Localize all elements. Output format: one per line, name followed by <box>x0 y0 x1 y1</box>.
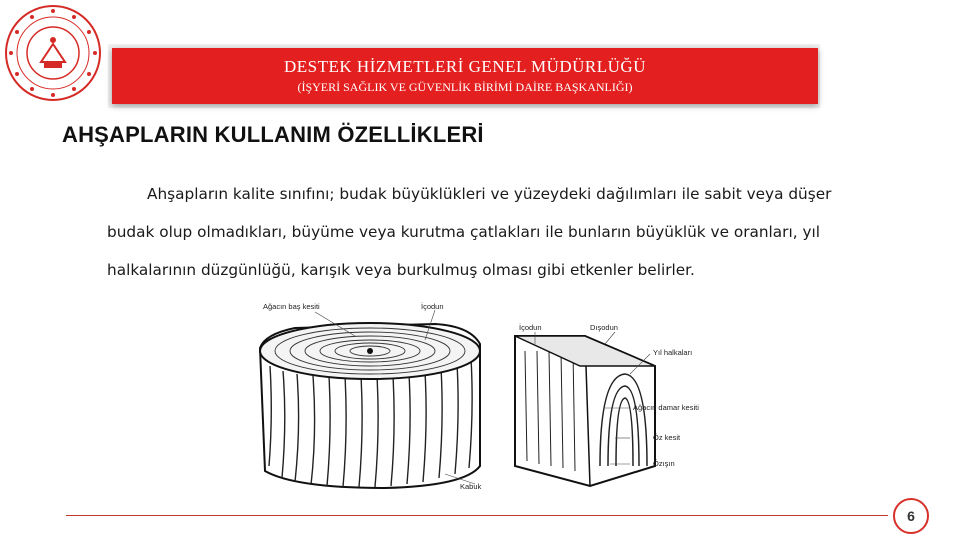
slide-heading: AHŞAPLARIN KULLANIM ÖZELLİKLERİ <box>62 122 484 147</box>
label-ozisin: Özışın <box>653 459 675 468</box>
ministry-logo <box>4 4 102 102</box>
label-icodun-top: İçodun <box>421 302 444 311</box>
label-icodun-right: İçodun <box>519 323 542 332</box>
label-damar-kesiti: Ağacın damar kesiti <box>633 403 699 412</box>
label-bas-kesiti: Ağacın baş kesiti <box>263 302 320 311</box>
label-oz-kesit: Öz kesit <box>653 433 681 442</box>
label-kabuk: Kabuk <box>460 482 482 491</box>
footer-divider <box>66 515 888 516</box>
page-number-badge <box>893 498 929 534</box>
banner-subtitle: (İŞYERİ SAĞLIK VE GÜVENLİK BİRİMİ DAİRE BAŞKANLIĞI) <box>297 80 633 94</box>
label-disodun: Dışodun <box>590 323 618 332</box>
meb-seal-icon <box>4 4 102 102</box>
page-number: 6 <box>907 508 915 524</box>
banner-title: DESTEK HİZMETLERİ GENEL MÜDÜRLÜĞÜ <box>284 57 646 76</box>
header-banner <box>112 48 818 104</box>
label-yil-halkalari: Yıl halkaları <box>653 348 693 357</box>
wood-cross-section-figure <box>235 296 735 496</box>
slide-paragraph: Ahşapların kalite sınıfını; budak büyüklükleri ve yüzeydeki dağılımları ile sabit veya düşer budak olup olmadıkları, büyüme veya kurutma çatlakları ile bunların büyüklük ve oranları, yıl halkalarının düzgünlüğü, karışık veya burkulmuş olması gibi etkenler belirler. <box>107 185 832 279</box>
